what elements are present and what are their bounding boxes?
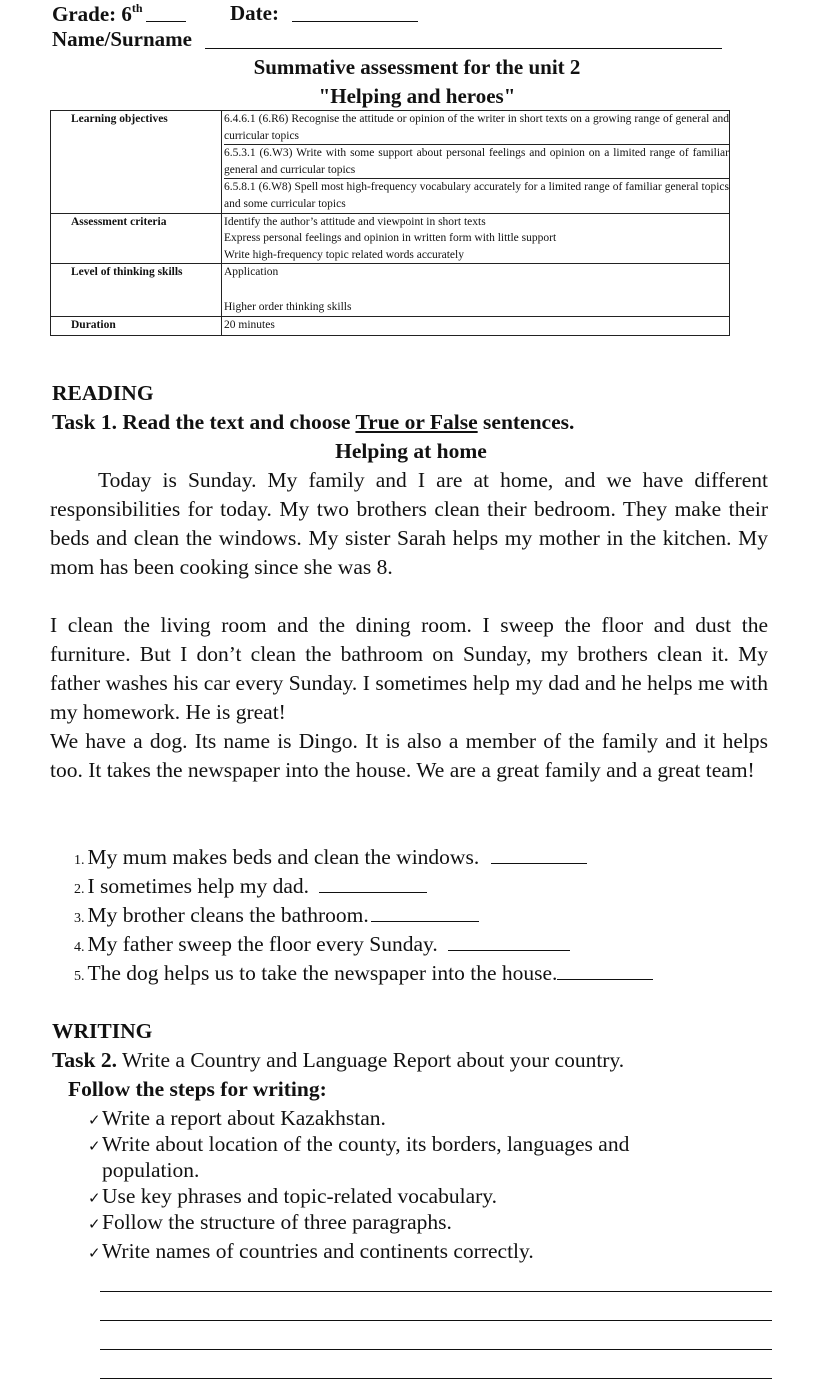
objective-item: 6.5.3.1 (6.W3) Write with some support about personal feelings and opinion on a limited range of familiar general and curricular topics	[224, 144, 729, 178]
question-number: 5.	[74, 969, 85, 984]
step-item	[88, 1105, 708, 1133]
date-label: Date:	[230, 1, 279, 25]
learning-objectives-label: Learning objectives	[51, 111, 222, 214]
story-paragraph: We have a dog. Its name is Dingo. It is also a member of the family and it helps too. It takes the newspaper into the house. We are a great family and a great team!	[50, 729, 768, 782]
steps-title: Follow the steps for writing:	[68, 1077, 327, 1101]
thinking-skills-label: Level of thinking skills	[51, 264, 222, 316]
thinking-skills-row	[51, 264, 730, 316]
writing-answer-line[interactable]	[100, 1291, 772, 1292]
grade-blank[interactable]	[146, 21, 186, 22]
step-item	[88, 1209, 708, 1237]
date-blank[interactable]	[292, 21, 418, 22]
step-text: Use key phrases and topic-related vocabulary.	[102, 1184, 497, 1208]
step-text: Write about location of the county, its borders, languages and population.	[102, 1132, 630, 1182]
answer-blank[interactable]	[319, 876, 427, 893]
question-text: My brother cleans the bathroom.	[87, 903, 369, 927]
writing-heading: WRITING	[52, 1019, 153, 1043]
assessment-criteria-row	[51, 213, 730, 264]
task2-instruction	[52, 1046, 624, 1075]
answer-blank[interactable]	[557, 963, 653, 980]
question-number: 4.	[74, 940, 85, 955]
writing-answer-line[interactable]	[100, 1349, 772, 1350]
answer-blank[interactable]	[491, 847, 587, 864]
task1-instruction	[52, 408, 574, 437]
question-number: 2.	[74, 882, 85, 897]
criteria-item: Express personal feelings and opinion in written form with little support	[224, 232, 557, 245]
question-text: My father sweep the floor every Sunday.	[87, 932, 438, 956]
answer-blank[interactable]	[448, 934, 570, 951]
question-item	[74, 843, 587, 875]
page-title: Summative assessment for the unit 2	[253, 55, 581, 79]
duration-value: 20 minutes	[222, 316, 730, 336]
step-text: Follow the structure of three paragraphs.	[102, 1210, 452, 1234]
grade-suffix: th	[131, 1, 143, 15]
check-icon: ✓	[88, 1137, 101, 1155]
thinking-skills-cell	[222, 264, 730, 316]
answer-blank[interactable]	[371, 905, 479, 922]
story-title: Helping at home	[335, 439, 487, 463]
objectives-table	[50, 110, 730, 336]
question-text: I sometimes help my dad.	[87, 874, 310, 898]
step-item	[88, 1131, 708, 1183]
criteria-item: Write high-frequency topic related words accurately	[224, 248, 464, 261]
step-text: Write a report about Kazakhstan.	[102, 1106, 386, 1130]
check-icon: ✓	[88, 1244, 101, 1262]
thinking-skill-item: Higher order thinking skills	[224, 300, 352, 313]
writing-answer-line[interactable]	[100, 1378, 772, 1379]
step-text: Write names of countries and continents correctly.	[102, 1239, 534, 1263]
step-item	[88, 1238, 708, 1266]
check-icon: ✓	[88, 1111, 101, 1129]
grade-field	[52, 1, 143, 27]
story-paragraph: I clean the living room and the dining room. I sweep the floor and dust the furniture. But I don’t clean the bathroom on Sunday, my brothers clean it. My father washes his car every Sunday. I sometimes help my dad and he helps me with my homework. He is great!	[50, 613, 768, 724]
reading-heading: READING	[52, 381, 154, 405]
objective-item: 6.5.8.1 (6.W8) Spell most high-frequency vocabulary accurately for a limited range of familiar general topics and some curricular topics	[224, 178, 729, 212]
thinking-skill-item: Application	[224, 266, 279, 279]
question-text: My mum makes beds and clean the windows.	[87, 845, 480, 869]
question-number: 3.	[74, 911, 85, 926]
story-paragraph: Today is Sunday. My family and I are at home, and we have different responsibilities for today. My two brothers clean their bedroom. They make their beds and clean the windows. My sister Sarah helps my mother in the kitchen. My mom has been cooking since she was 8.	[50, 468, 768, 579]
grade-label: Grade: 6	[52, 2, 132, 26]
question-item	[74, 930, 570, 962]
duration-row	[51, 316, 730, 336]
question-item	[74, 872, 427, 904]
check-icon: ✓	[88, 1215, 101, 1233]
unit-subtitle: "Helping and heroes"	[318, 84, 516, 108]
question-text: The dog helps us to take the newspaper into the house.	[87, 961, 558, 985]
duration-label: Duration	[51, 316, 222, 336]
criteria-item: Identify the author’s attitude and viewpoint in short texts	[224, 215, 486, 228]
assessment-criteria-label: Assessment criteria	[51, 213, 222, 264]
name-blank[interactable]	[205, 48, 722, 49]
question-number: 1.	[74, 853, 85, 868]
check-icon: ✓	[88, 1189, 101, 1207]
learning-objectives-row	[51, 111, 730, 214]
assessment-criteria-cell	[222, 213, 730, 264]
learning-objectives-cell	[222, 111, 730, 214]
task1-suffix: sentences.	[477, 410, 575, 434]
question-item	[74, 901, 479, 933]
task1-underlined: True or False	[355, 410, 478, 434]
name-label: Name/Surname	[52, 27, 192, 51]
objective-item: 6.4.6.1 (6.R6) Recognise the attitude or opinion of the writer in short texts on a growing range of general and curricular topics	[224, 113, 729, 142]
task2-prefix: Task 2.	[52, 1048, 117, 1072]
writing-answer-line[interactable]	[100, 1320, 772, 1321]
task1-prefix: Task 1. Read the text and choose	[52, 410, 356, 434]
step-item	[88, 1183, 708, 1211]
question-item	[74, 959, 653, 991]
task2-text: Write a Country and Language Report about your country.	[116, 1048, 625, 1072]
